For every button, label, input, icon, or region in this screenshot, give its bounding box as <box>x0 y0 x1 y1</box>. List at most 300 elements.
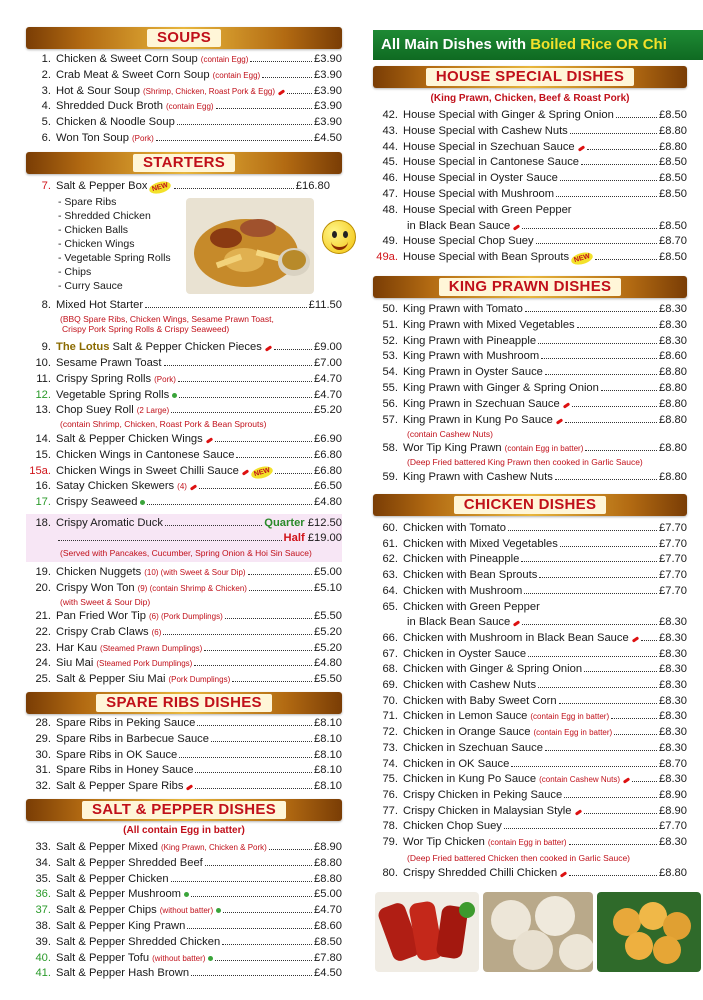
item-name: Salt & Pepper Hash Brown <box>56 967 190 980</box>
menu-item-row[interactable] <box>26 52 342 67</box>
item-price: £7.80 <box>314 951 342 964</box>
menu-item-row[interactable] <box>26 641 342 656</box>
item-name: Chicken Chop Suey <box>403 820 502 833</box>
menu-item-row[interactable] <box>26 565 342 580</box>
menu-item-row[interactable] <box>373 441 687 456</box>
item-name: Chicken & Noodle Soup <box>56 116 175 129</box>
item-number: 70. <box>382 694 398 707</box>
item-price: £7.70 <box>659 553 687 566</box>
item-name: Salt & Pepper Mushroom <box>56 888 181 901</box>
dot-leader <box>232 681 312 682</box>
menu-item-row[interactable] <box>373 318 687 333</box>
menu-item-row[interactable] <box>373 302 687 317</box>
item-price: £8.80 <box>659 382 687 394</box>
item-note: (4) <box>177 482 187 492</box>
item-price: £7.70 <box>659 569 687 582</box>
item-name: Chicken & Sweet Corn Soup <box>56 53 198 65</box>
item-name: Salt & Pepper Spare Ribs <box>56 780 184 793</box>
menu-item-row[interactable] <box>26 951 342 966</box>
item-price: £3.90 <box>314 68 342 81</box>
item-price: £8.30 <box>659 694 687 707</box>
dot-leader <box>156 140 312 141</box>
item-number: 62. <box>382 553 398 566</box>
item-price: £8.10 <box>314 732 342 745</box>
item-number: 7. <box>41 180 51 192</box>
item-number: 58. <box>382 442 398 454</box>
dot-leader <box>585 450 657 451</box>
vegetarian-icon <box>216 908 221 913</box>
item-name: Chicken with Mushroom in Black Bean Sauce <box>403 631 629 644</box>
mixed-starter-note: Crispy Pork Spring Rolls & Crispy Seaweed) <box>62 324 230 334</box>
menu-item-row[interactable] <box>26 779 342 794</box>
dot-leader <box>249 590 312 591</box>
starters-header: STARTERS <box>26 152 342 174</box>
menu-item-row[interactable] <box>373 334 687 349</box>
menu-item-row[interactable] <box>373 381 687 396</box>
menu-item-row[interactable] <box>26 432 342 447</box>
dot-leader <box>191 975 312 976</box>
dot-leader <box>58 540 282 541</box>
dot-leader <box>564 797 657 798</box>
item-price: £8.30 <box>659 710 687 723</box>
item-name: King Prawn with Mixed Vegetables <box>403 318 575 331</box>
item-number: 11. <box>36 372 51 385</box>
menu-item-row[interactable] <box>373 584 687 599</box>
item-price: £8.10 <box>314 764 342 777</box>
item-name: Chicken Wings in Sweet Chilli Sauce <box>56 464 239 477</box>
menu-item-row[interactable] <box>26 131 342 146</box>
menu-item-row[interactable] <box>26 732 342 747</box>
item-note: (Pork Dumplings) <box>168 675 231 685</box>
menu-item-row[interactable] <box>26 656 342 671</box>
new-badge: NEW <box>570 250 594 266</box>
item-name: Salt & Pepper Chicken Pieces <box>109 341 262 353</box>
menu-item-row[interactable] <box>26 388 342 403</box>
dot-leader <box>223 912 312 913</box>
menu-item-row[interactable] <box>373 397 687 412</box>
item-price: £8.80 <box>659 366 687 379</box>
menu-item-row[interactable] <box>373 647 687 662</box>
item-number: 49a. <box>376 251 398 264</box>
item-number: 64. <box>382 584 398 597</box>
item-price: £8.30 <box>659 303 687 315</box>
item-note: (contain Egg in batter) <box>504 444 584 453</box>
dot-leader <box>541 358 657 359</box>
item-name: Chicken with Mushroom <box>403 584 523 597</box>
item-note: (contain Egg in batter) <box>487 838 567 847</box>
soups-header: SOUPS <box>26 27 342 49</box>
item-number: 77. <box>382 804 398 817</box>
won-ton-note: (with Sweet & Sour Dip) <box>60 597 151 607</box>
box-item: - Chicken Wings <box>58 238 135 250</box>
menu-item-row[interactable] <box>373 349 687 364</box>
item-price: £4.70 <box>314 904 342 917</box>
item-name: Salt & Pepper Chips <box>56 904 157 917</box>
item-price: £5.50 <box>314 673 342 686</box>
menu-item-row[interactable] <box>373 470 687 485</box>
item-price: £8.60 <box>659 350 687 363</box>
dot-leader <box>195 772 312 773</box>
item-note: (contain Cashew Nuts) <box>539 775 621 785</box>
menu-item-row[interactable] <box>26 115 342 130</box>
menu-item-row[interactable] <box>26 479 342 494</box>
chili-icon <box>577 145 584 151</box>
dot-leader <box>560 180 657 181</box>
smiley-icon <box>322 220 356 254</box>
dot-leader <box>215 441 312 442</box>
item-price: £5.10 <box>314 582 342 594</box>
item-number: 47. <box>382 188 398 200</box>
chili-icon <box>190 485 197 491</box>
vegetarian-icon <box>184 892 189 897</box>
menu-item-row[interactable] <box>26 495 342 510</box>
menu-item-row[interactable] <box>26 763 342 778</box>
menu-item-row[interactable] <box>26 887 342 902</box>
item-number: 9. <box>41 341 51 353</box>
item-price: £4.50 <box>314 967 342 980</box>
item-name: Crispy Chicken in Malaysian Style <box>403 804 572 817</box>
mixed-starter-row[interactable] <box>26 298 342 313</box>
menu-item-row[interactable] <box>373 365 687 380</box>
chili-icon <box>556 418 563 424</box>
dot-leader <box>641 640 657 641</box>
dot-leader <box>171 881 312 882</box>
dot-leader <box>287 93 312 94</box>
item-price: £8.30 <box>659 679 687 691</box>
item-price: £8.30 <box>659 726 687 739</box>
item-name: King Prawn in Oyster Sauce <box>403 366 543 379</box>
menu-item-row[interactable] <box>26 464 342 479</box>
menu-item-row[interactable] <box>373 772 687 787</box>
menu-item-row[interactable] <box>373 631 687 646</box>
item-name: Salt & Pepper Shredded Chicken <box>56 935 221 948</box>
box-item: - Vegetable Spring Rolls <box>58 252 171 264</box>
item-note: (Steamed Prawn Dumplings) <box>100 643 203 653</box>
item-name: Pan Fried Wor Tip <box>56 610 146 622</box>
menu-item-row[interactable] <box>26 372 342 387</box>
menu-item-row[interactable] <box>26 840 342 855</box>
box-item: - Curry Sauce <box>58 280 123 292</box>
dot-leader <box>145 307 307 308</box>
item-number: 76. <box>382 788 398 801</box>
item-price: £8.50 <box>659 156 687 169</box>
new-badge: NEW <box>250 464 274 480</box>
menu-item-row[interactable] <box>373 171 687 186</box>
item-price: £8.80 <box>659 867 687 879</box>
item-number: 69. <box>382 679 398 691</box>
item-name: Chicken Wings in Cantonese Sauce <box>56 448 235 461</box>
item-number: 30. <box>35 748 51 761</box>
item-number: 39. <box>35 935 51 948</box>
menu-item-row[interactable] <box>26 84 342 99</box>
menu-item-row[interactable] <box>26 99 342 114</box>
menu-item-row[interactable] <box>373 694 687 709</box>
item-price: £3.90 <box>314 53 342 65</box>
item-number: 75. <box>382 773 398 786</box>
item-name: Chicken in Orange Sauce <box>403 726 531 739</box>
menu-item-row[interactable] <box>26 609 342 624</box>
item-number: 74. <box>382 757 398 770</box>
item-price: £8.60 <box>314 920 342 932</box>
duck-quarter-row[interactable] <box>26 516 342 531</box>
dot-leader <box>632 781 657 782</box>
dot-leader <box>522 624 657 625</box>
king-prawn-header: KING PRAWN DISHES <box>373 276 687 298</box>
item-price: £11.50 <box>308 299 342 311</box>
dot-leader <box>572 406 657 407</box>
item-price: £9.00 <box>314 341 342 353</box>
chili-icon <box>265 345 272 351</box>
item-name: Spare Ribs in Peking Sauce <box>56 717 196 729</box>
dot-leader <box>504 828 657 829</box>
menu-item-row[interactable] <box>373 140 687 155</box>
menu-item-row[interactable] <box>26 716 342 731</box>
lotus-chicken-row[interactable] <box>26 340 342 355</box>
menu-item-row[interactable] <box>373 788 687 803</box>
item-name: Chicken with Cashew Nuts <box>403 679 537 691</box>
item-number: 8. <box>41 299 51 311</box>
item-number: 56. <box>382 397 398 410</box>
menu-item-row[interactable] <box>26 672 342 687</box>
item-note: (contain Egg) <box>212 70 261 80</box>
dot-leader <box>587 149 657 150</box>
item-number: 12. <box>35 388 51 401</box>
item-note: (9) (contain Shrimp & Chicken) <box>137 584 247 593</box>
item-name: Chicken with Bean Sprouts <box>403 569 538 582</box>
dot-leader <box>538 343 657 344</box>
item-number: 49. <box>382 235 398 248</box>
menu-item-row[interactable] <box>26 68 342 83</box>
rice-offer-highlight: Boiled Rice OR Chi <box>530 36 667 53</box>
item-name: King Prawn with Cashew Nuts <box>403 471 553 483</box>
item-name: Har Kau <box>56 641 98 654</box>
menu-item-row[interactable] <box>373 741 687 756</box>
item-price: £8.80 <box>659 140 687 153</box>
menu-item-row[interactable] <box>373 108 687 123</box>
item-note: (Shrimp, Chicken, Roast Pork & Egg) <box>142 86 276 96</box>
chili-icon <box>560 871 567 877</box>
item-price: £12.50 <box>307 517 342 529</box>
dot-leader <box>164 365 312 366</box>
item-name: Chicken with Green Pepper <box>403 600 540 613</box>
item-price: £3.90 <box>314 100 342 113</box>
quarter-label: Quarter <box>264 517 305 529</box>
item-number: 66. <box>382 631 398 644</box>
item-price: £3.90 <box>314 116 342 129</box>
menu-item-row[interactable] <box>26 448 342 463</box>
item-name: Salt & Pepper Tofu <box>56 951 150 964</box>
dot-leader <box>177 124 312 125</box>
item-name: House Special in Szechuan Sauce <box>403 140 575 153</box>
item-name: House Special in Oyster Sauce <box>403 172 558 185</box>
dot-leader <box>569 875 657 876</box>
dot-leader <box>191 896 312 897</box>
dot-leader <box>194 665 312 666</box>
item-number: 65. <box>382 600 398 613</box>
menu-item-row[interactable] <box>373 600 687 615</box>
menu-item-row[interactable] <box>373 219 687 234</box>
item-name: Crispy Spring Rolls <box>56 372 152 385</box>
menu-item-row[interactable] <box>373 413 687 428</box>
item-number: 2. <box>41 68 51 81</box>
item-name: Wor Tip King Prawn <box>403 442 502 454</box>
menu-item-row[interactable] <box>373 537 687 552</box>
menu-item-row[interactable] <box>26 403 342 418</box>
item-price: £4.80 <box>314 657 342 670</box>
menu-item-row[interactable] <box>373 819 687 834</box>
menu-item-row[interactable] <box>373 203 687 218</box>
item-name: Crispy Shredded Chilli Chicken <box>403 867 558 879</box>
item-price: £5.00 <box>314 888 342 901</box>
chili-icon <box>513 224 520 230</box>
menu-item-row[interactable] <box>373 662 687 677</box>
item-name: King Prawn with Mushroom <box>403 350 540 363</box>
box-item: - Chicken Balls <box>58 224 129 236</box>
item-number: 63. <box>382 569 398 582</box>
item-name: Chop Suey Roll <box>56 404 134 417</box>
item-number: 18. <box>35 517 51 529</box>
item-name: Salt & Pepper Mixed <box>56 841 158 853</box>
item-name: Spare Ribs in OK Sauce <box>56 748 178 761</box>
item-number: 16. <box>35 480 51 493</box>
item-number: 46. <box>382 172 398 185</box>
chili-icon <box>632 636 639 642</box>
item-price: £8.50 <box>659 172 687 185</box>
dot-leader <box>248 574 312 575</box>
item-price: £8.80 <box>314 872 342 885</box>
item-price: £8.30 <box>659 318 687 331</box>
item-name: Hot & Sour Soup <box>56 84 140 97</box>
item-price: £7.70 <box>659 820 687 833</box>
item-price: £8.30 <box>659 773 687 786</box>
menu-item-row[interactable] <box>26 935 342 950</box>
box-item: - Spare Ribs <box>58 196 117 208</box>
menu-item-row[interactable] <box>373 757 687 772</box>
item-number: 5. <box>41 116 51 129</box>
menu-item-row[interactable] <box>373 568 687 583</box>
item-price: £4.70 <box>314 388 342 401</box>
chili-icon <box>242 469 249 475</box>
vegetarian-icon <box>172 393 177 398</box>
dot-leader <box>179 397 312 398</box>
item-price: £8.70 <box>659 757 687 770</box>
menu-item-row[interactable] <box>373 234 687 249</box>
item-price: £6.90 <box>314 433 342 445</box>
item-price: £8.90 <box>659 788 687 801</box>
item-price: £8.30 <box>659 836 687 848</box>
item-number: 68. <box>382 663 398 676</box>
menu-item-row[interactable] <box>373 725 687 740</box>
chicken-balls-photo <box>597 892 701 972</box>
menu-item-row[interactable] <box>373 552 687 567</box>
chili-icon <box>513 620 520 626</box>
item-number: 29. <box>35 732 51 745</box>
menu-item-row[interactable] <box>26 919 342 934</box>
item-number: 1. <box>41 53 51 65</box>
menu-item-row[interactable] <box>26 356 342 371</box>
dot-leader <box>555 479 657 480</box>
item-name: Chicken in Lemon Sauce <box>403 710 528 723</box>
dot-leader <box>584 813 658 814</box>
item-name: Sesame Prawn Toast <box>56 357 162 369</box>
menu-item-row[interactable] <box>373 521 687 536</box>
menu-item-row[interactable] <box>26 625 342 640</box>
item-number: 80. <box>382 867 398 879</box>
item-name: Chicken with Pineapple <box>403 553 520 566</box>
chili-icon <box>623 777 630 783</box>
menu-item-row[interactable] <box>26 872 342 887</box>
item-note: (contain Egg) <box>165 102 214 112</box>
item-name: Mixed Hot Starter <box>56 299 144 311</box>
dot-leader <box>147 504 312 505</box>
menu-item-row[interactable] <box>26 903 342 918</box>
item-note: (contain Egg in batter) <box>530 712 610 722</box>
dot-leader <box>595 259 657 260</box>
item-note: (Steamed Pork Dumplings) <box>96 659 193 669</box>
duck-half-row[interactable] <box>26 531 342 546</box>
menu-item-row[interactable] <box>26 856 342 871</box>
item-number: 25. <box>35 673 51 686</box>
item-price: £5.20 <box>314 641 342 654</box>
menu-item-row[interactable] <box>373 615 687 630</box>
menu-item-row[interactable] <box>373 804 687 819</box>
menu-item-row[interactable] <box>373 835 687 850</box>
menu-item-row[interactable] <box>373 678 687 693</box>
dot-leader <box>197 725 312 726</box>
menu-item-row[interactable] <box>373 124 687 139</box>
item-price: £4.80 <box>314 496 342 509</box>
dot-leader <box>560 546 657 547</box>
item-number: 22. <box>35 625 51 638</box>
menu-item-row[interactable] <box>373 866 687 881</box>
menu-item-row[interactable] <box>26 581 342 596</box>
item-price: £8.30 <box>659 647 687 660</box>
mixed-starter-note: (BBQ Spare Ribs, Chicken Wings, Sesame Prawn Toast, <box>60 314 274 324</box>
item-name: King Prawn with Tomato <box>403 303 523 315</box>
brand-name: The Lotus <box>56 341 110 353</box>
item-price: £8.30 <box>659 334 687 347</box>
dot-leader <box>522 228 657 229</box>
item-number: 15. <box>35 448 51 461</box>
item-price: £8.10 <box>314 780 342 793</box>
item-name: House Special with Mushroom <box>403 188 555 200</box>
item-number: 51. <box>382 318 398 331</box>
menu-item-row[interactable] <box>373 709 687 724</box>
item-name: Salt & Pepper Shredded Beef <box>56 856 203 869</box>
menu-item-row[interactable] <box>26 966 342 981</box>
menu-item-row[interactable] <box>373 155 687 170</box>
item-price: £8.50 <box>659 188 687 200</box>
item-name: Chicken in Szechuan Sauce <box>403 741 543 754</box>
box-item: - Shredded Chicken <box>58 210 151 222</box>
salt-pepper-box-row[interactable] <box>26 179 342 194</box>
menu-item-row[interactable] <box>373 250 687 265</box>
menu-item-row[interactable] <box>373 187 687 202</box>
item-number: 33. <box>35 841 51 853</box>
item-note: (Pork) <box>131 134 154 143</box>
item-number: 15a. <box>29 464 51 477</box>
dot-leader <box>174 188 294 189</box>
item-number: 34. <box>35 856 51 869</box>
item-name: Chicken with Mixed Vegetables <box>403 537 558 550</box>
item-number: 21. <box>35 610 51 622</box>
item-name: House Special Chop Suey <box>403 235 534 248</box>
salt-pepper-header: SALT & PEPPER DISHES <box>26 799 342 821</box>
chop-suey-roll-note: (contain Shrimp, Chicken, Roast Pork & Bean Sprouts) <box>60 419 267 429</box>
item-name: Spare Ribs in Barbecue Sauce <box>56 732 209 745</box>
menu-item-row[interactable] <box>26 748 342 763</box>
item-price: £8.80 <box>314 856 342 869</box>
